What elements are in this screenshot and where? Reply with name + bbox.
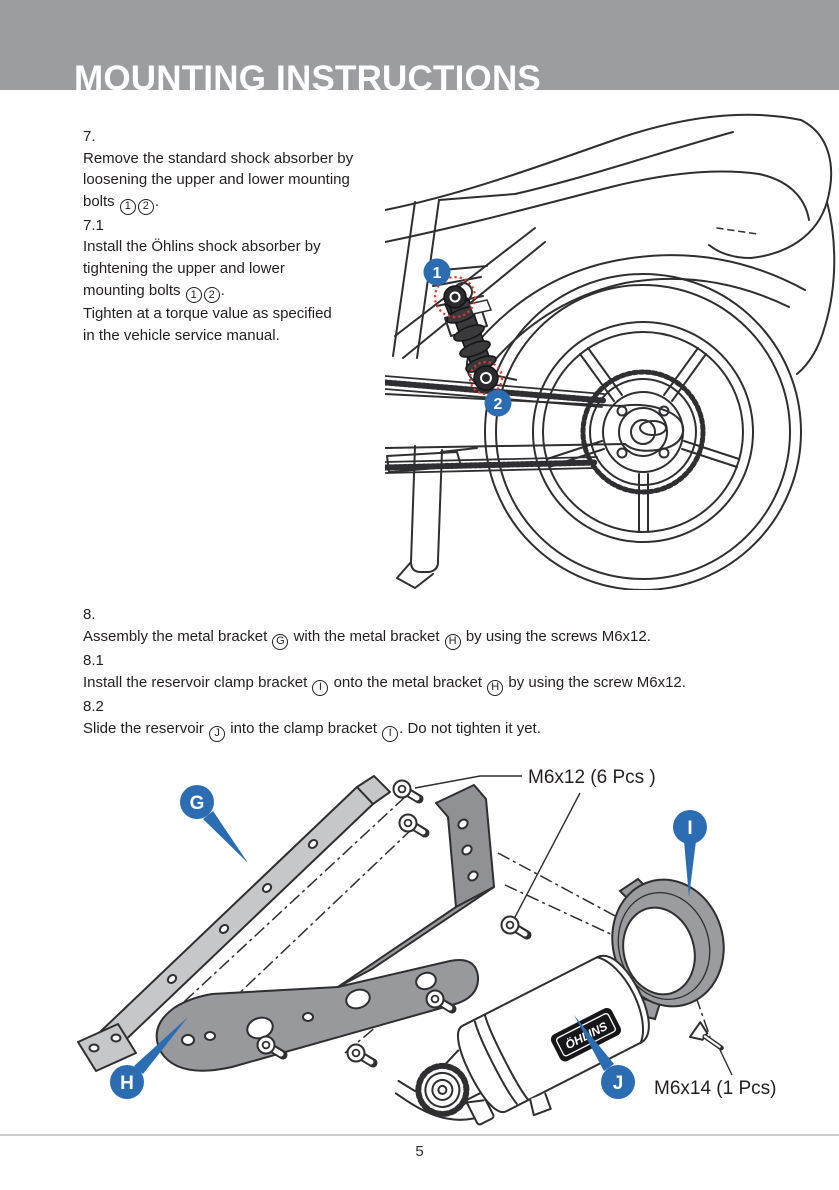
text-run: by using the screws M6x12. <box>461 628 651 646</box>
instruction-line <box>83 303 423 325</box>
instruction-line <box>83 604 813 626</box>
step8-instructions <box>83 604 813 742</box>
callout-j-label: J <box>612 1073 624 1094</box>
lower-mounting-bolt <box>474 366 498 390</box>
callout-g-badge <box>180 785 248 863</box>
instruction-line <box>83 280 423 304</box>
text-run: 8.2 <box>83 697 104 715</box>
text-run: loosening the upper and lower mounting <box>83 171 350 189</box>
circled-ref-G: G <box>272 634 288 650</box>
callout-h-label: H <box>120 1073 134 1094</box>
circled-ref-2: 2 <box>138 199 154 215</box>
upper-mounting-bolt <box>444 286 466 308</box>
text-run: by using the screw M6x12. <box>504 674 686 692</box>
callout-1-label: 1 <box>432 265 442 282</box>
text-run: Assembly the metal bracket <box>83 628 272 646</box>
circled-ref-J: J <box>209 726 225 742</box>
text-run: Install the Öhlins shock absorber by <box>83 238 321 256</box>
circled-ref-I: I <box>312 680 328 696</box>
callout-i-label: I <box>687 818 693 839</box>
instruction-line <box>83 169 423 191</box>
page-number: 5 <box>415 1143 424 1160</box>
text-run: bolts <box>83 193 119 211</box>
instruction-line <box>83 126 423 148</box>
instruction-line <box>83 325 423 347</box>
text-run: Install the reservoir clamp bracket <box>83 674 312 692</box>
instruction-line <box>83 672 813 696</box>
instruction-line <box>83 148 423 170</box>
text-run: mounting bolts <box>83 281 185 299</box>
instruction-line <box>83 650 813 672</box>
instruction-line <box>83 258 423 280</box>
instruction-line <box>83 626 813 650</box>
text-run: Tighten at a torque value as specified <box>83 305 332 323</box>
page-title: MOUNTING INSTRUCTIONS <box>74 59 541 98</box>
text-run: . <box>154 193 160 211</box>
text-run: Remove the standard shock absorber by <box>83 149 354 167</box>
circled-ref-1: 1 <box>120 199 136 215</box>
instruction-line <box>83 191 423 215</box>
text-run: . Do not tighten it yet. <box>399 720 541 738</box>
figure-shock-mounting <box>385 110 839 590</box>
text-run: into the clamp bracket <box>226 720 382 738</box>
text-run: in the vehicle service manual. <box>83 326 280 344</box>
callout-g-label: G <box>189 793 205 814</box>
text-run: onto the metal bracket <box>329 674 487 692</box>
instruction-line <box>83 696 813 718</box>
label-m6x12: M6x12 (6 Pcs ) <box>528 767 656 788</box>
shock-absorber <box>444 286 517 390</box>
instruction-line <box>83 215 423 237</box>
text-run: . <box>220 281 225 299</box>
instruction-line <box>83 718 813 742</box>
motorcycle-line-art <box>385 115 834 590</box>
label-m6x14: M6x14 (1 Pcs) <box>654 1078 777 1099</box>
text-run: Slide the reservoir <box>83 720 209 738</box>
adjuster-knob <box>410 1058 475 1123</box>
callout-2-label: 2 <box>493 396 503 413</box>
circled-ref-H: H <box>445 634 461 650</box>
text-run: 8. <box>83 606 96 623</box>
header-bar <box>0 0 839 98</box>
callout-1-badge <box>424 259 451 286</box>
step7-instructions <box>83 126 423 347</box>
text-run: tightening the upper and lower <box>83 260 285 278</box>
text-run: 7.1 <box>83 216 104 234</box>
footer-divider <box>0 1134 839 1136</box>
circled-ref-H: H <box>487 680 503 696</box>
text-run: 8.1 <box>83 651 104 669</box>
screw-m6x14 <box>690 1022 727 1055</box>
text-run: 7. <box>83 128 96 145</box>
circled-ref-1: 1 <box>186 287 202 303</box>
callout-2-badge <box>485 390 512 417</box>
figure-bracket-assembly <box>60 745 800 1135</box>
text-run: with the metal bracket <box>289 628 444 646</box>
instruction-line <box>83 236 423 258</box>
circled-ref-I: I <box>382 726 398 742</box>
circled-ref-2: 2 <box>204 287 220 303</box>
